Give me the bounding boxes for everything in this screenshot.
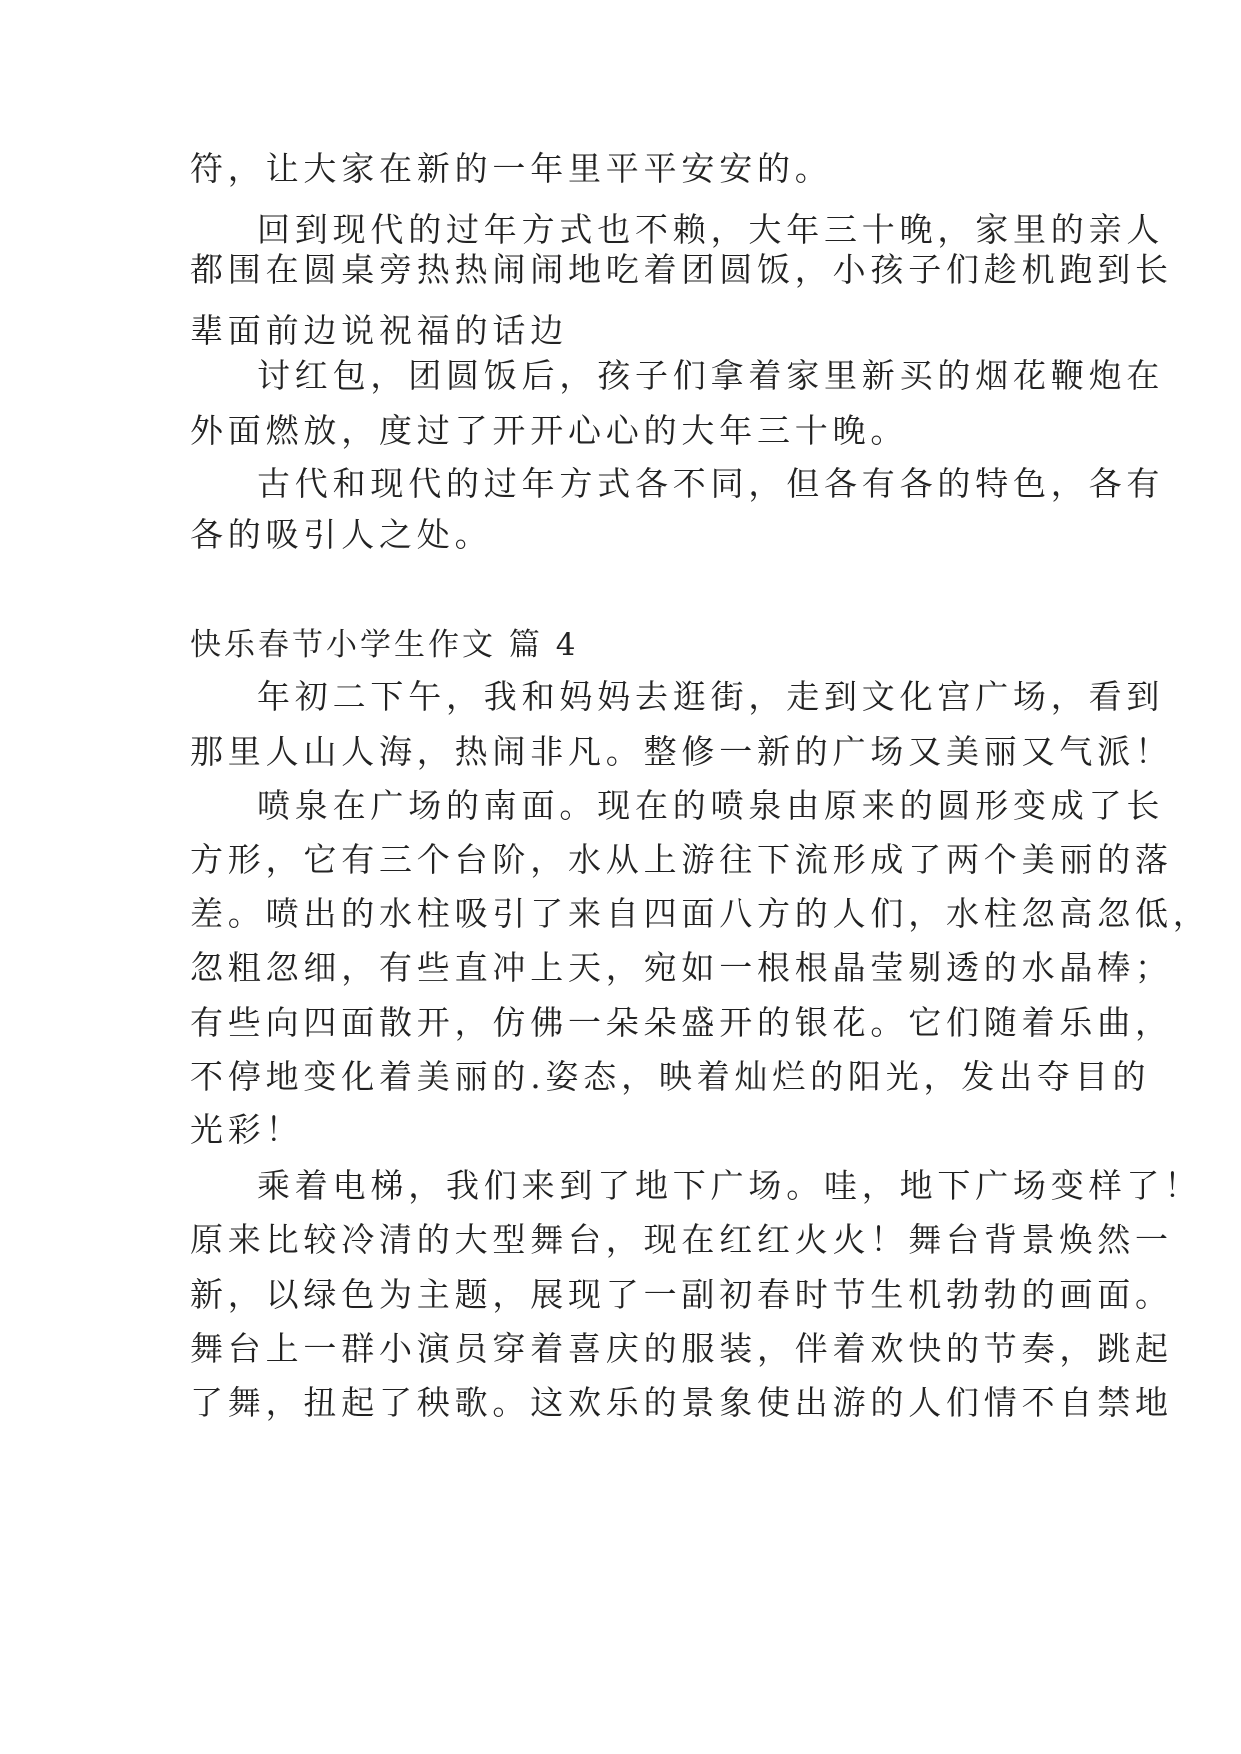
paragraph-line: 各的吸引人之处。 — [190, 515, 493, 554]
paragraph-line: 差。喷出的水柱吸引了来自四面八方的人们，水柱忽高忽低， — [190, 894, 1211, 933]
paragraph-line: 乘着电梯，我们来到了地下广场。哇，地下广场变样了！ — [257, 1166, 1202, 1205]
paragraph-line: 讨红包，团圆饭后，孩子们拿着家里新买的烟花鞭炮在 — [257, 356, 1165, 395]
paragraph-line: 光彩！ — [190, 1110, 304, 1149]
paragraph-line: 了舞，扭起了秧歌。这欢乐的景象使出游的人们情不自禁地 — [190, 1383, 1173, 1422]
section-heading: 快乐春节小学生作文 篇 4 — [190, 627, 579, 663]
paragraph-line: 回到现代的过年方式也不赖，大年三十晚，家里的亲人 — [257, 210, 1165, 249]
paragraph-line: 符，让大家在新的一年里平平安安的。 — [190, 149, 833, 188]
paragraph-line: 古代和现代的过年方式各不同，但各有各的特色，各有 — [257, 464, 1165, 503]
paragraph-line: 喷泉在广场的南面。现在的喷泉由原来的圆形变成了长 — [257, 786, 1165, 825]
paragraph-line: 都围在圆桌旁热热闹闹地吃着团圆饭，小孩子们趁机跑到长 — [190, 250, 1173, 289]
paragraph-line: 方形，它有三个台阶，水从上游往下流形成了两个美丽的落 — [190, 840, 1173, 879]
paragraph-line: 舞台上一群小演员穿着喜庆的服装，伴着欢快的节奏，跳起 — [190, 1329, 1173, 1368]
paragraph-line: 忽粗忽细，有些直冲上天，宛如一根根晶莹剔透的水晶棒； — [190, 948, 1173, 987]
paragraph-line: 外面燃放，度过了开开心心的大年三十晚。 — [190, 411, 909, 450]
paragraph-line: 辈面前边说祝福的话边 — [190, 311, 568, 350]
paragraph-line: 有些向四面散开，仿佛一朵朵盛开的银花。它们随着乐曲， — [190, 1003, 1173, 1042]
paragraph-line: 不停地变化着美丽的.姿态，映着灿烂的阳光，发出夺目的 — [190, 1057, 1151, 1096]
paragraph-line: 原来比较冷清的大型舞台，现在红红火火！舞台背景焕然一 — [190, 1220, 1173, 1259]
paragraph-line: 那里人山人海，热闹非凡。整修一新的广场又美丽又气派！ — [190, 732, 1173, 771]
paragraph-line: 年初二下午，我和妈妈去逛街，走到文化宫广场，看到 — [257, 677, 1165, 716]
paragraph-line: 新，以绿色为主题，展现了一副初春时节生机勃勃的画面。 — [190, 1275, 1173, 1314]
